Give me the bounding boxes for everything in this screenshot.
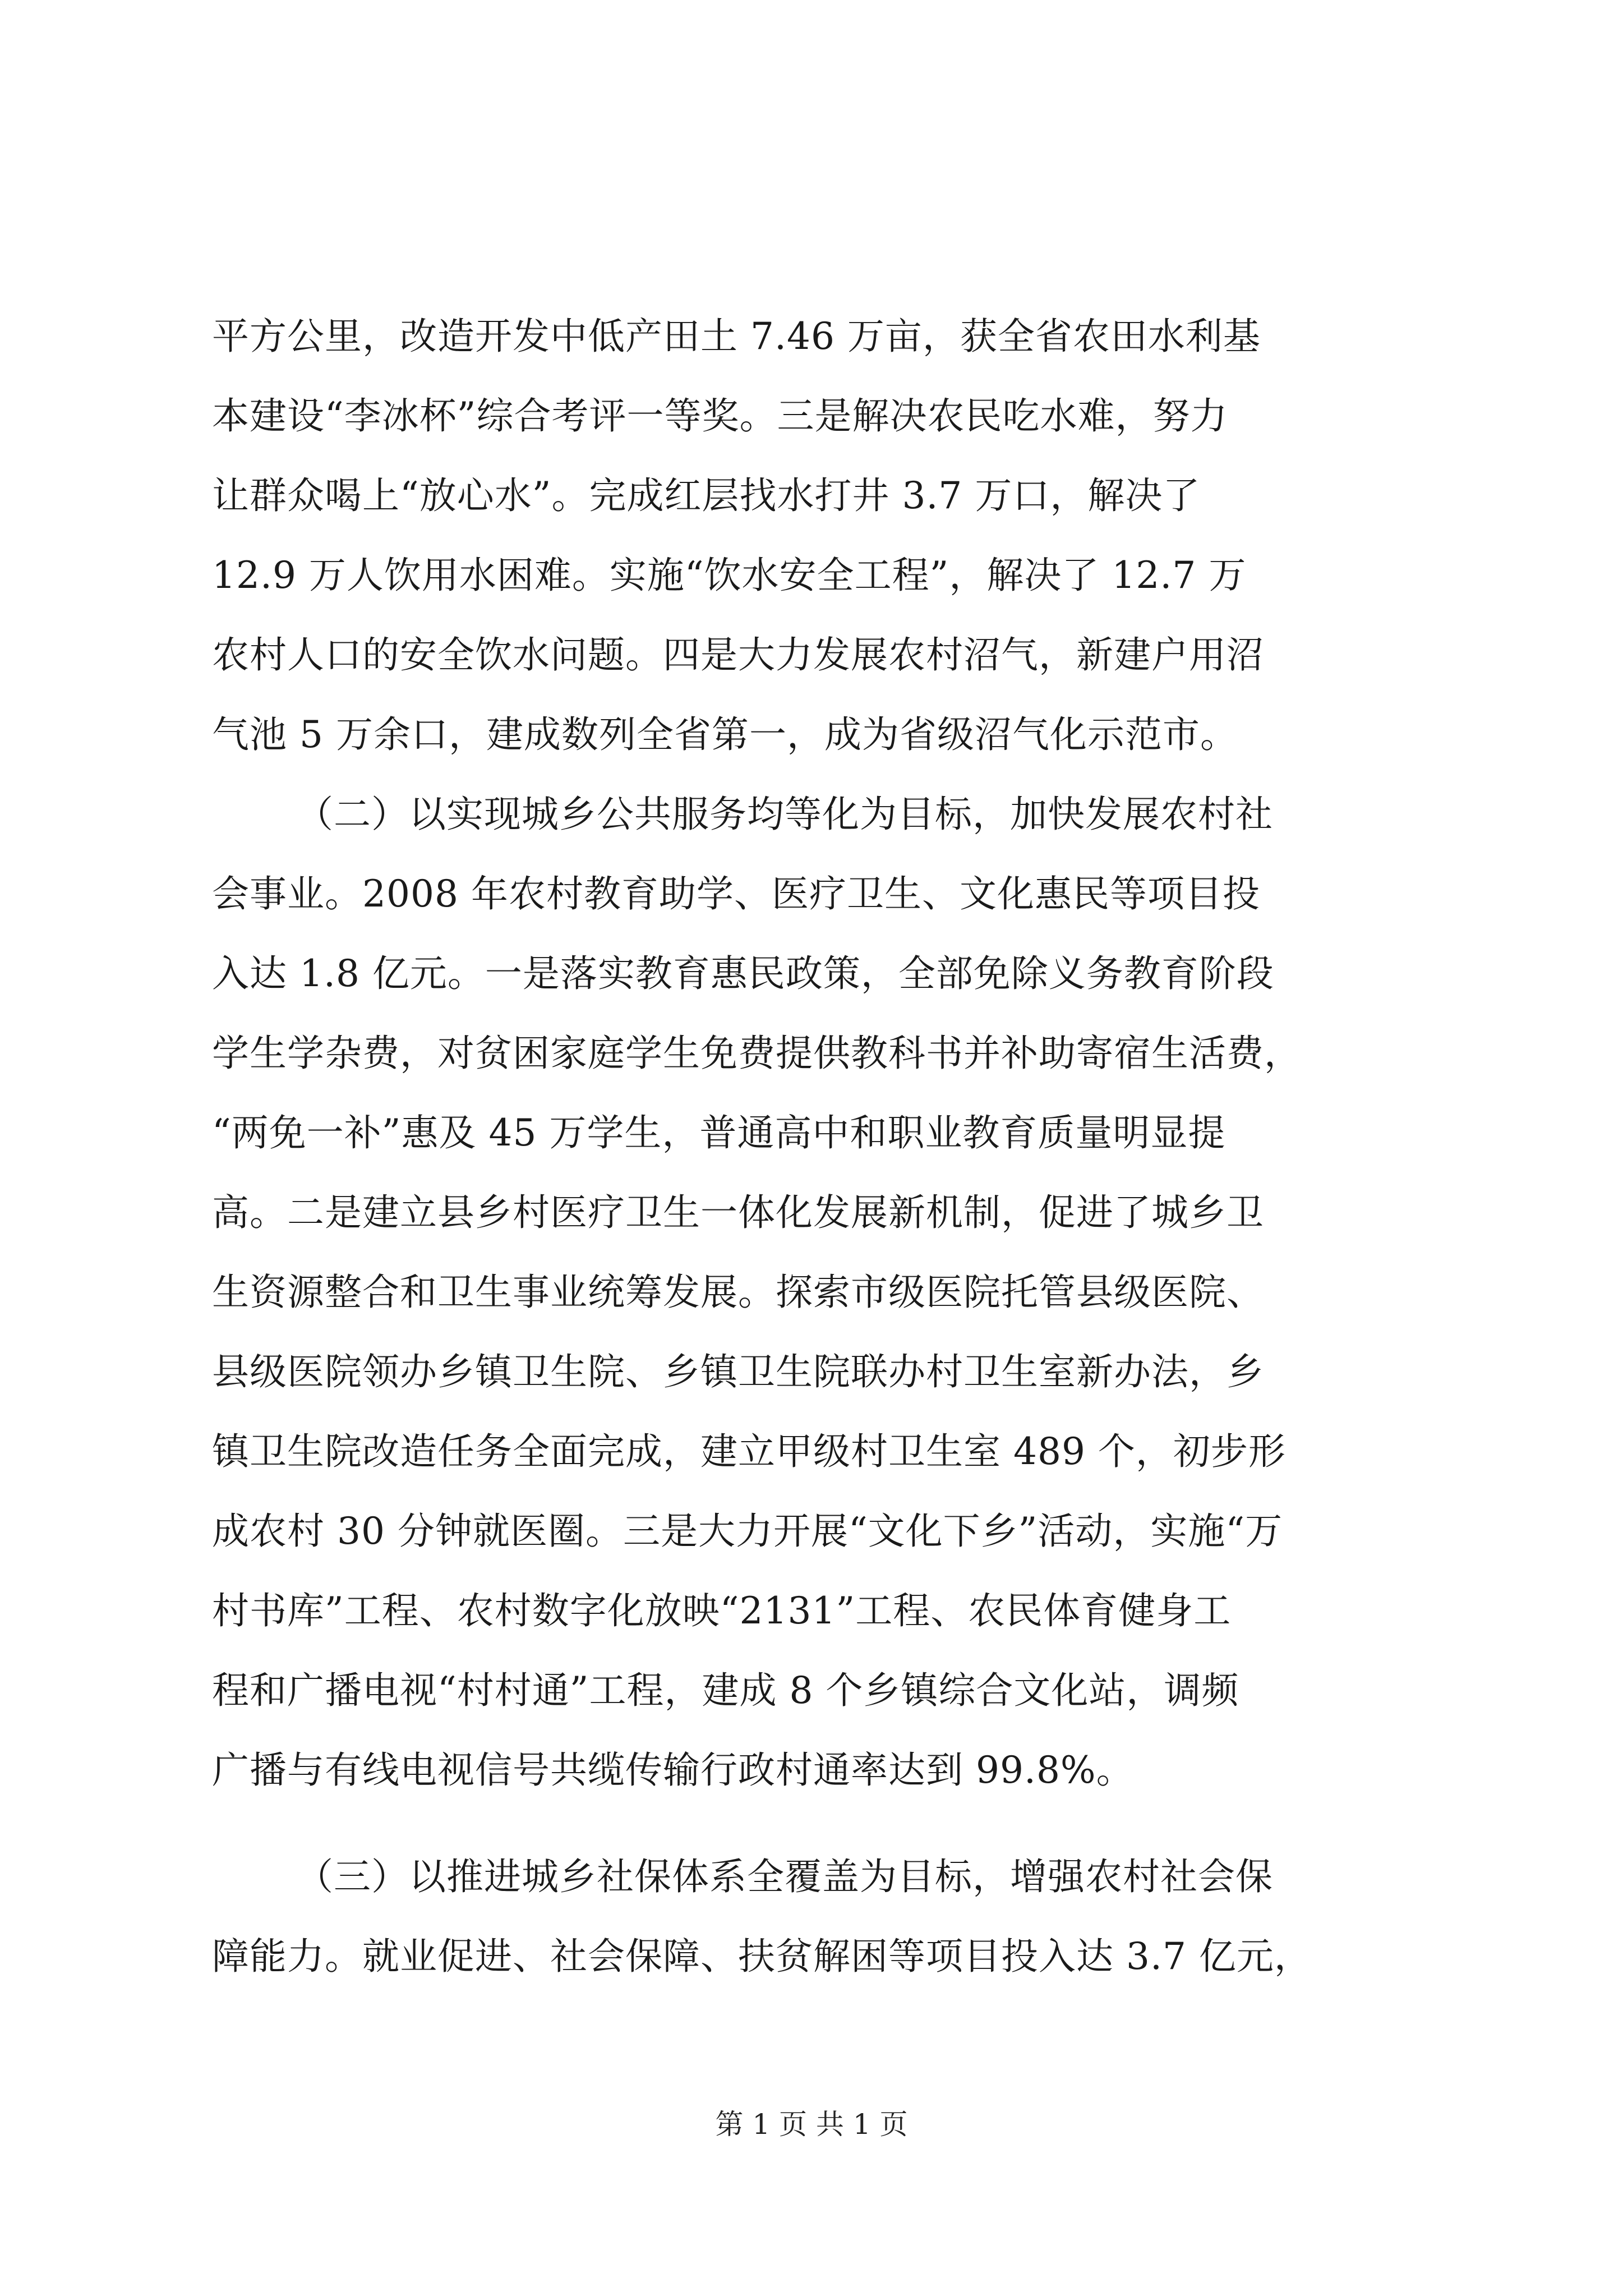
text-line: 障能力。就业促进、社会保障、扶贫解困等项目投入达 3.7 亿元，: [212, 1935, 1312, 1978]
page-footer: 第 1 页 共 1 页: [715, 2108, 908, 2141]
paragraph-first-line: （二）以实现城乡公共服务均等化为目标，加快发展农村社: [296, 793, 1273, 836]
text-line: 学生学杂费，对贫困家庭学生免费提供教科书并补助寄宿生活费，: [212, 1032, 1302, 1075]
text-line: 本建设“李冰杯”综合考评一等奖。三是解决农民吃水难，努力: [212, 394, 1228, 438]
text-line: 农村人口的安全饮水问题。四是大力发展农村沼气，新建户用沼: [212, 633, 1264, 677]
text-line: 镇卫生院改造任务全面完成，建立甲级村卫生室 489 个，初步形: [212, 1430, 1286, 1473]
text-line: 入达 1.8 亿元。一是落实教育惠民政策，全部免除义务教育阶段: [212, 952, 1274, 995]
text-line: 程和广播电视“村村通”工程，建成 8 个乡镇综合文化站，调频: [212, 1669, 1239, 1712]
text-line: 广播与有线电视信号共缆传输行政村通率达到 99.8%。: [212, 1749, 1134, 1792]
paragraph-first-line: （三）以推进城乡社保体系全覆盖为目标，增强农村社会保: [296, 1855, 1273, 1898]
text-line: 成农村 30 分钟就医圈。三是大力开展“文化下乡”活动，实施“万: [212, 1510, 1283, 1553]
text-line: 12.9 万人饮用水困难。实施“饮水安全工程”，解决了 12.7 万: [212, 554, 1247, 597]
text-line: 气池 5 万余口，建成数列全省第一，成为省级沼气化示范市。: [212, 713, 1238, 756]
text-line: 让群众喝上“放心水”。完成红层找水打井 3.7 万口，解决了: [212, 474, 1201, 517]
text-line: 平方公里，改造开发中低产田土 7.46 万亩，获全省农田水利基: [212, 315, 1261, 358]
text-line: 会事业。2008 年农村教育助学、医疗卫生、文化惠民等项目投: [212, 872, 1260, 915]
text-line: “两免一补”惠及 45 万学生，普通高中和职业教育质量明显提: [212, 1111, 1226, 1154]
text-line: 生资源整合和卫生事业统筹发展。探索市级医院托管县级医院、: [212, 1271, 1264, 1314]
text-line: 村书库”工程、农村数字化放映“2131”工程、农民体育健身工: [212, 1589, 1232, 1632]
text-line: 县级医院领办乡镇卫生院、乡镇卫生院联办村卫生室新办法，乡: [212, 1350, 1264, 1393]
text-line: 高。二是建立县乡村医疗卫生一体化发展新机制，促进了城乡卫: [212, 1191, 1264, 1234]
